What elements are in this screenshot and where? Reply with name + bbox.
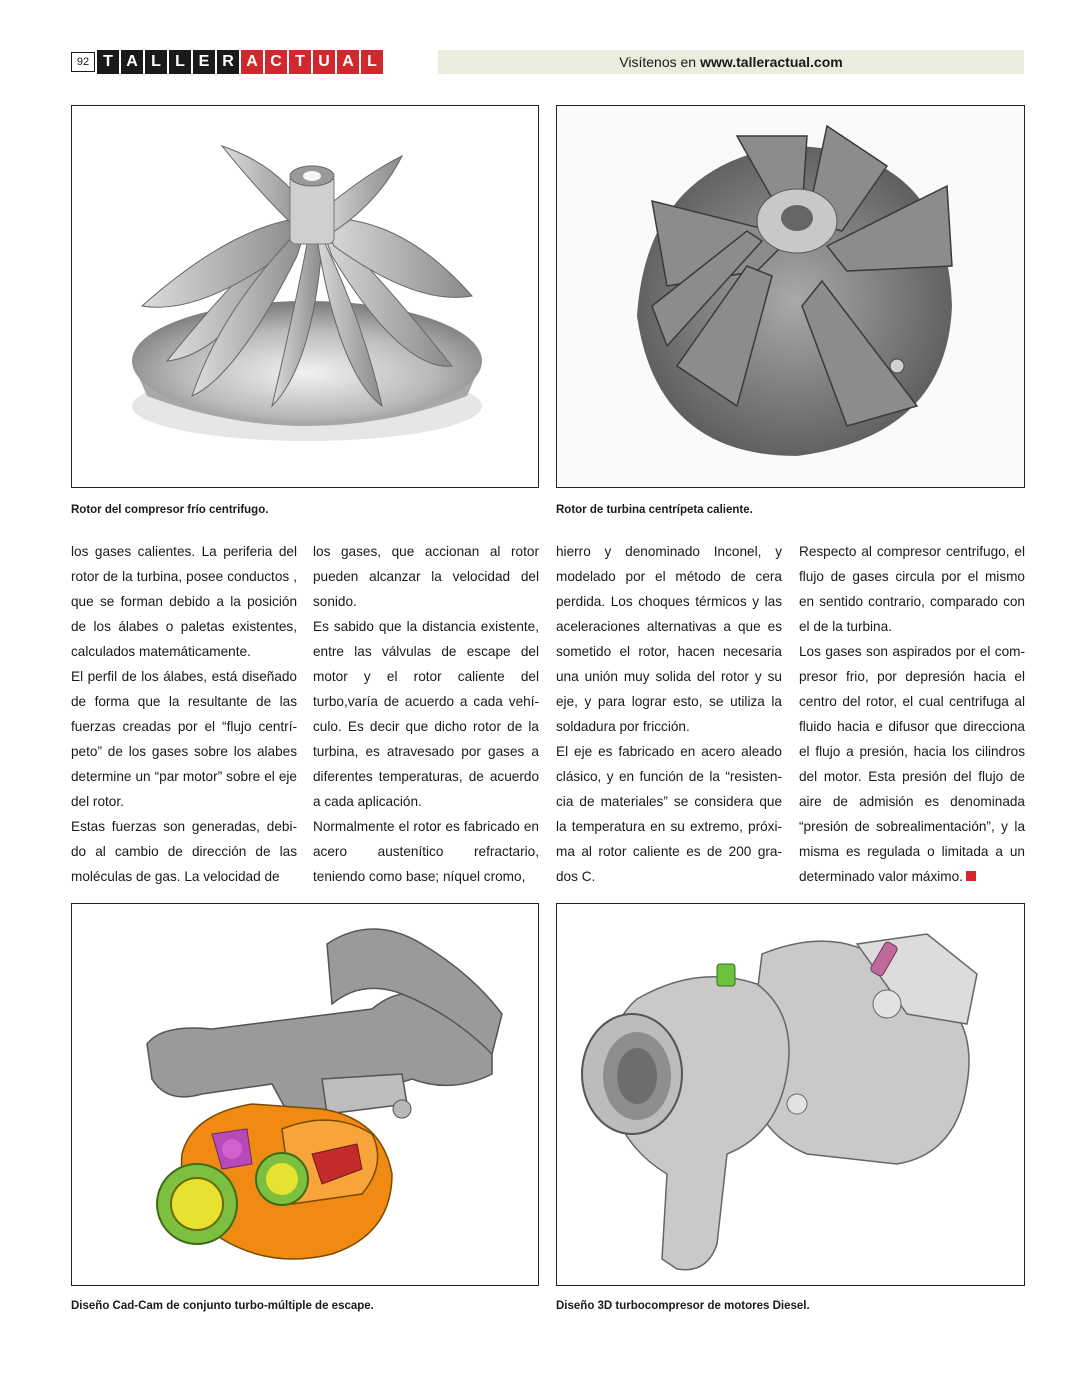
article-end-mark [966,871,976,881]
brand-letter: L [145,50,167,74]
brand-letter: R [217,50,239,74]
brand-letter: C [265,50,287,74]
paragraph: los gases calientes. La periferia del rotor de la turbina, posee conductos , que se forman debido a la posición de los álabes o paletas existentes, calculados matemáticamente. [71,544,297,659]
brand-letter: T [289,50,311,74]
turbine-rotor-image [556,105,1025,488]
page-number: 92 [71,52,95,72]
brand-letter: L [169,50,191,74]
brand-letter: A [121,50,143,74]
turbo-manifold-illustration [72,904,538,1285]
paragraph: Estas fuerzas son generadas, debi-do al cambio de dirección de las moléculas de gas. La velocidad de [71,819,297,884]
diesel-turbo-illustration [557,904,1024,1285]
turbo-manifold-image [71,903,539,1286]
website-link[interactable]: www.talleractual.com [700,54,843,70]
caption-compressor-rotor: Rotor del compresor frío centrifugo. [71,504,269,516]
caption-turbo-manifold: Diseño Cad-Cam de conjunto turbo-múltiple de escape. [71,1300,374,1312]
paragraph: El eje es fabricado en acero aleado clásico, y en función de la “resisten-cia de materiales” se considera que la temperatura en su extremo, próxi-ma al rotor caliente es de 200 gra-dos C. [556,744,782,884]
caption-turbine-rotor: Rotor de turbina centrípeta caliente. [556,504,753,516]
caption-diesel-turbo: Diseño 3D turbocompresor de motores Diesel. [556,1300,810,1312]
paragraph: Es sabido que la distancia existente, entre las válvulas de escape del motor y el rotor caliente del turbo,varía de acuerdo a cada vehí-culo. Es decir que dicho rotor de la turbina, es atravesado por gases a diferentes temperaturas, de acuerdo a cada aplicación. [313,619,539,809]
compressor-rotor-illustration [72,106,538,487]
text-column-3 [556,539,782,889]
brand-letter: U [313,50,335,74]
brand-letter: L [361,50,383,74]
paragraph: hierro y denominado Inconel, y modelado por el método de cera perdida. Los choques térmicos y las aceleraciones alternativas a que es sometido el rotor, hacen necesaria una unión muy solida del rotor y su eje, y para lograr esto, se utiliza la soldadura por fricción. [556,544,782,734]
diesel-turbo-image [556,903,1025,1286]
text-column-1 [71,539,297,889]
text-column-4 [799,539,1025,889]
paragraph [799,639,1025,889]
paragraph: El perfil de los álabes, está diseñado de forma que la resultante de las fuerzas creadas por el “flujo centrí-peto” de los gases sobre los alabes determine un “par motor” sobre el eje del rotor. [71,669,297,809]
brand-letter: A [241,50,263,74]
brand-letter: E [193,50,215,74]
compressor-rotor-image [71,105,539,488]
paragraph: Normalmente el rotor es fabricado en acero austenítico refractario, teniendo como base; níquel cromo, [313,819,539,884]
brand-letter: T [97,50,119,74]
paragraph: Respecto al compresor centrifugo, el flujo de gases circula por el mismo en sentido contrario, comparado con el de la turbina. [799,544,1025,634]
header-bar [438,50,1024,74]
brand-letter: A [337,50,359,74]
paragraph-text: Los gases son aspirados por el com-presor frio, por depresión hacia el centro del rotor, el cual centrifuga al fluido hacia e difusor que direcciona el flujo a presión, hacia los cilindros del motor. Esta presión del flujo de aire de admisión es denominada “presión de sobrealimentación”, y la misma es regulada o limitada a un determinado valor máximo. [799,644,1025,884]
turbine-rotor-illustration [557,106,1024,487]
text-column-2 [313,539,539,889]
visit-text: Visítenos en [619,54,697,70]
paragraph: los gases, que accionan al rotor pueden alcanzar la velocidad del sonido. [313,544,539,609]
brand-logo [97,50,383,74]
